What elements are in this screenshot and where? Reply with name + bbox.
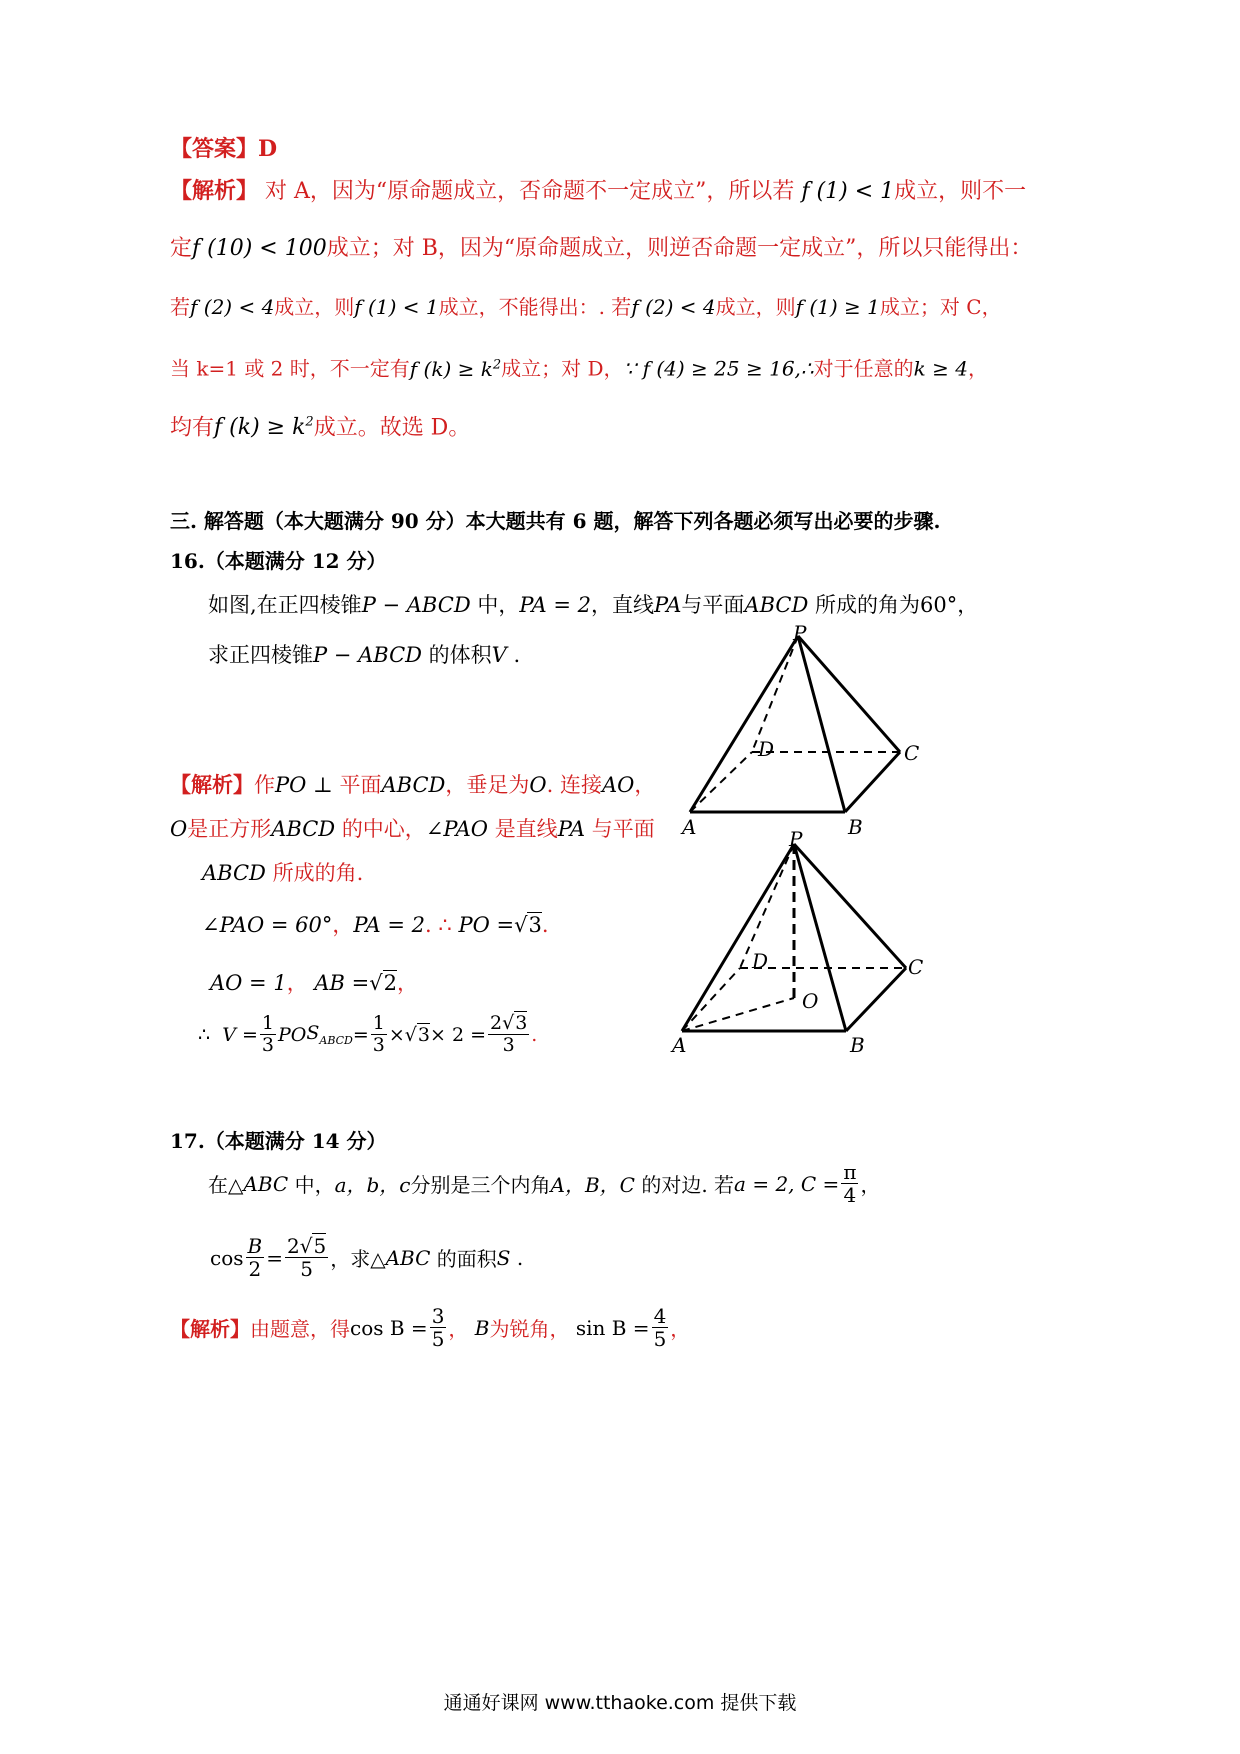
math: PA = 2 — [519, 593, 592, 617]
text: ， — [286, 971, 308, 995]
text: × 2 = — [429, 1023, 486, 1046]
math-text: f (k) ≥ k — [409, 356, 493, 381]
math: cos B = — [350, 1315, 428, 1340]
num: 1 — [372, 1012, 385, 1034]
math — [410, 357, 501, 381]
radicand: 3 — [417, 1023, 430, 1046]
label-B: B — [850, 1033, 865, 1057]
den: 3 — [502, 1034, 515, 1056]
math: f (10) < 100 — [192, 236, 327, 261]
label-P: P — [789, 827, 803, 851]
math: PO = — [458, 913, 515, 937]
text: 当 k=1 或 2 时，不一定有 — [170, 356, 410, 381]
label-A: A — [672, 1033, 687, 1057]
text: 对 A，因为“原命题成立，否命题不一定成立”，所以若 — [265, 179, 795, 204]
answer-line — [170, 134, 277, 164]
text: 的中心， — [341, 817, 426, 841]
text: 成立；对 C， — [879, 295, 1002, 319]
q16-line2 — [208, 640, 520, 670]
math: S — [496, 1245, 511, 1270]
text: ， — [860, 1173, 881, 1197]
text: = — [352, 1023, 369, 1046]
edge-PD — [752, 636, 798, 752]
text: 平面 — [339, 773, 382, 797]
answer-value: D — [258, 136, 278, 162]
text: 成立，则 — [715, 295, 796, 319]
math: A，B，C — [550, 1173, 635, 1197]
text: 作 — [254, 773, 275, 797]
den: 4 — [843, 1183, 857, 1207]
text: 是直线 — [494, 817, 558, 841]
math-text: S — [306, 1022, 320, 1045]
math: ABCD — [744, 593, 809, 617]
edge-BC — [845, 752, 900, 812]
math: f (1) < 1 — [801, 179, 895, 204]
sub: ABCD — [319, 1033, 353, 1047]
radicand: 5 — [313, 1234, 327, 1258]
text: ，直线 — [591, 593, 655, 617]
math: 60° — [920, 593, 958, 617]
label-D: D — [752, 949, 769, 973]
label-B: B — [848, 815, 863, 839]
math: PA = 2 — [353, 913, 426, 937]
sol16-line3 — [202, 858, 363, 888]
analysis1-line1 — [170, 176, 1026, 207]
sol16-line4 — [202, 910, 549, 940]
label-A: A — [682, 815, 697, 839]
pyramid-figure-1 — [670, 620, 940, 840]
section3-heading: 三. 解答题（本大题满分 90 分）本大题共有 6 题，解答下列各题必须写出必要的步骤. — [170, 509, 941, 533]
math: AB = — [314, 971, 370, 995]
sqrt-3: √3 — [404, 1023, 430, 1046]
text: 所成的角为 — [815, 593, 920, 617]
text: ， — [957, 593, 979, 617]
text: 分别是三个内角 — [410, 1173, 551, 1197]
text: 与平面 — [591, 817, 655, 841]
num: B — [247, 1234, 263, 1258]
text: = — [266, 1245, 283, 1270]
text: . — [516, 1245, 524, 1270]
den: 3 — [372, 1034, 385, 1056]
edge-PA — [690, 636, 798, 812]
analysis1-line2 — [170, 234, 1032, 264]
text: × — [388, 1023, 405, 1046]
radicand: 2 — [383, 971, 398, 995]
math: ABCD — [202, 861, 266, 885]
text: cos — [210, 1245, 244, 1270]
label-O: O — [802, 989, 819, 1013]
sol16-line2 — [170, 814, 655, 844]
text: 中， — [477, 593, 520, 617]
fraction — [430, 1306, 447, 1349]
den: 2 — [248, 1257, 262, 1281]
math: PO ⊥ — [275, 773, 333, 797]
text: 成立；对 D， — [501, 356, 624, 381]
sol17-label: 【解析】 — [170, 1317, 250, 1341]
label-D: D — [758, 737, 775, 761]
text: 若 — [170, 295, 190, 319]
q16-title: 16.（本题满分 12 分） — [170, 549, 387, 573]
math: ∵ f (4) ≥ 25 ≥ 16,∴ — [623, 356, 814, 381]
text: ， — [967, 356, 988, 381]
text: . ∴ — [425, 913, 452, 937]
math-text: f (k) ≥ k — [214, 415, 306, 441]
math: O — [170, 817, 188, 841]
math: f (1) ≥ 1 — [795, 295, 880, 319]
text: ，垂足为 — [445, 773, 530, 797]
text: ， — [670, 1317, 691, 1341]
text: 求正四棱锥 — [208, 643, 313, 667]
math: P − ABCD — [361, 593, 471, 617]
label-C: C — [908, 955, 924, 979]
math: a，b，c — [334, 1173, 411, 1197]
sqrt-2: √2 — [369, 971, 398, 995]
math: O — [529, 773, 547, 797]
text: ， — [397, 971, 419, 995]
math — [306, 1022, 353, 1047]
math: ABC — [385, 1245, 431, 1270]
math: ABC — [243, 1171, 289, 1196]
fraction — [841, 1162, 858, 1205]
text: . 连接 — [546, 773, 602, 797]
sup: 2 — [305, 415, 314, 430]
text: 所成的角. — [272, 861, 364, 885]
sol16-line5 — [210, 968, 418, 998]
text: 对于任意的 — [813, 356, 914, 381]
text: . — [541, 913, 549, 937]
text: 中， — [294, 1173, 335, 1197]
text: 由题意，得 — [250, 1317, 350, 1341]
math: f (2) < 4 — [190, 295, 275, 319]
text: 成立。故选 D。 — [313, 415, 471, 441]
sol17-line1 — [170, 1306, 690, 1349]
math — [214, 415, 314, 440]
math: PA — [557, 817, 586, 841]
num-text: 2 — [490, 1012, 503, 1034]
text: . — [531, 1023, 538, 1046]
q17-line1 — [208, 1162, 880, 1205]
text: ， — [634, 773, 656, 797]
pyramid-figure-2 — [660, 826, 950, 1062]
answer-label: 【答案】 — [170, 136, 259, 162]
num: 2√3 — [490, 1012, 528, 1034]
text: 在△ — [208, 1173, 244, 1197]
den: 5 — [431, 1327, 445, 1351]
math: ABCD — [271, 817, 336, 841]
text: 定 — [170, 236, 193, 261]
text: 的面积 — [436, 1247, 497, 1271]
text: 均有 — [170, 415, 215, 441]
math: V = — [222, 1023, 258, 1046]
text: . — [513, 643, 521, 667]
text: 的体积 — [428, 643, 492, 667]
den: 5 — [300, 1257, 313, 1281]
text: 成立，则 — [274, 295, 355, 319]
text: 是正方形 — [187, 817, 272, 841]
num: 2√5 — [286, 1234, 327, 1258]
den: 5 — [653, 1327, 667, 1351]
text: 如图,在正四棱锥 — [208, 593, 362, 617]
sol16-line1 — [170, 770, 655, 800]
text: ， — [332, 913, 354, 937]
radicand: 3 — [528, 913, 542, 937]
math: PO — [277, 1023, 307, 1046]
analysis1-label: 【解析】 — [170, 178, 259, 204]
q16-line1 — [208, 590, 978, 620]
q17-title: 17.（本题满分 14 分） — [170, 1129, 387, 1153]
math: f (2) < 4 — [631, 295, 716, 319]
num-text: 2 — [286, 1234, 300, 1258]
label-C: C — [904, 741, 920, 765]
math: B — [474, 1315, 490, 1340]
text: 与平面 — [681, 593, 745, 617]
math: ∠PAO — [425, 817, 488, 841]
fraction — [285, 1236, 328, 1279]
num: 1 — [261, 1012, 274, 1034]
label-P: P — [793, 621, 807, 645]
fraction — [488, 1014, 529, 1055]
radicand: 3 — [515, 1012, 528, 1034]
text: 成立；对 B，因为“原命题成立，则逆否命题一定成立”，所以只能得出： — [326, 236, 1033, 261]
math: a = 2, C = — [734, 1171, 840, 1196]
num: π — [843, 1160, 857, 1184]
page-footer: 通通好课网 www.tthaoke.com 提供下载 — [443, 1692, 797, 1714]
math: AO = 1 — [210, 971, 287, 995]
num: 4 — [653, 1304, 667, 1328]
den: 3 — [261, 1034, 274, 1056]
text: ，求△ — [330, 1247, 386, 1271]
sol16-line6 — [198, 1014, 537, 1055]
text: 成立，不能得出：. 若 — [438, 295, 632, 319]
text: 的对边. 若 — [641, 1173, 735, 1197]
text: ， — [448, 1317, 469, 1341]
fraction — [260, 1014, 276, 1055]
math: sin B = — [575, 1315, 650, 1340]
math: f (1) < 1 — [354, 295, 439, 319]
math: V — [491, 643, 507, 667]
sol16-label: 【解析】 — [170, 772, 254, 797]
math: k ≥ 4 — [913, 356, 968, 381]
analysis1-line4 — [170, 350, 988, 384]
q17-line2 — [210, 1236, 523, 1279]
math: P − ABCD — [313, 643, 422, 667]
num: 3 — [431, 1304, 445, 1328]
analysis1-line3 — [170, 292, 1002, 322]
sqrt-3: √3 — [514, 913, 542, 937]
text: ∴ — [198, 1023, 211, 1046]
fraction — [246, 1236, 265, 1279]
math: ∠PAO = 60° — [202, 913, 333, 937]
edge-BC — [846, 968, 906, 1031]
text: 成立，则不一 — [894, 179, 1027, 204]
fraction — [652, 1306, 669, 1349]
math: AO — [601, 773, 635, 797]
math: PA — [654, 593, 682, 617]
analysis1-line5 — [170, 408, 470, 443]
text: 为锐角， — [489, 1317, 570, 1341]
sup: 2 — [492, 357, 502, 372]
math: ABCD — [381, 773, 446, 797]
fraction — [371, 1014, 387, 1055]
